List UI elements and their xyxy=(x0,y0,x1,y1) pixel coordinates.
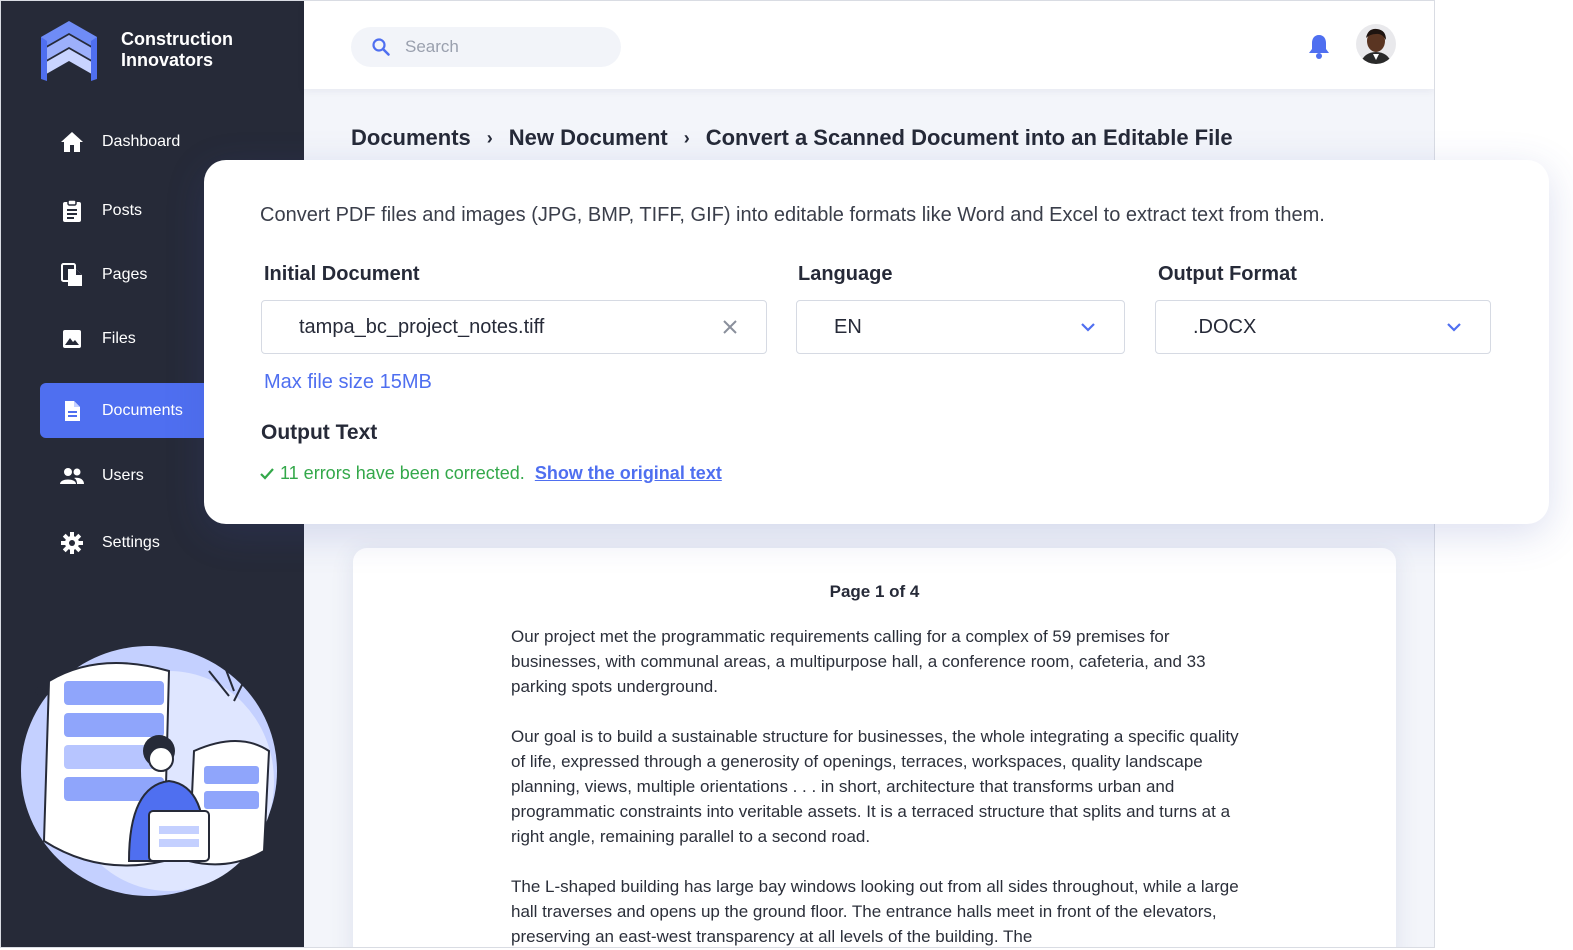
document-paragraph: Our goal is to build a sustainable structure for businesses, the whole integrating a specific quality of life, expressed through a generosity of openings, terraces, workspaces, quality landscape planning, views, multiple orientations . . . in short, architecture that transforms urban and programmatic constraints into veritable assets. It is a terraced structure that splits and turns at a right angle, remaining parallel to a second road. xyxy=(511,727,1239,846)
errors-corrected-text: 11 errors have been corrected. xyxy=(280,463,525,483)
chevron-right-icon: › xyxy=(486,127,493,148)
output-format-label: Output Format xyxy=(1158,263,1297,285)
page-indicator: Page 1 of 4 xyxy=(829,582,920,601)
search-icon xyxy=(372,38,390,56)
breadcrumb xyxy=(351,125,1233,151)
brand-name xyxy=(121,29,261,71)
document-body xyxy=(511,624,1251,948)
users-icon xyxy=(59,463,85,489)
sidebar-item-label: Users xyxy=(102,466,144,484)
chevron-down-icon xyxy=(1442,315,1466,339)
output-format-select[interactable] xyxy=(1155,300,1491,354)
initial-document-label: Initial Document xyxy=(264,263,420,285)
language-value: EN xyxy=(834,315,862,338)
breadcrumb-documents[interactable]: Documents xyxy=(351,125,471,150)
sidebar-item-label: Files xyxy=(102,329,136,347)
converter-intro: Convert PDF files and images (JPG, BMP, TIFF, GIF) into editable formats like Word and Excel to extract text from them. xyxy=(260,204,1325,226)
initial-document-field[interactable] xyxy=(261,300,767,354)
breadcrumb-new-document[interactable]: New Document xyxy=(508,125,668,150)
language-label: Language xyxy=(798,263,893,285)
converter-card xyxy=(204,160,1549,524)
document-preview[interactable] xyxy=(353,548,1396,948)
output-text-title: Output Text xyxy=(261,421,378,444)
top-bar xyxy=(304,1,1434,89)
chevron-down-icon xyxy=(1076,315,1100,339)
notification-bell-icon[interactable] xyxy=(1307,33,1331,59)
logo-icon xyxy=(39,19,99,81)
sidebar-item-label: Posts xyxy=(102,201,143,219)
search-input[interactable] xyxy=(403,36,607,58)
pages-icon xyxy=(59,262,85,288)
document-icon xyxy=(59,398,85,424)
user-avatar[interactable] xyxy=(1356,24,1396,64)
initial-document-value: tampa_bc_project_notes.tiff xyxy=(299,315,545,338)
brand[interactable] xyxy=(39,19,261,81)
show-original-text-link[interactable]: Show the original text xyxy=(534,463,722,483)
language-select[interactable] xyxy=(796,300,1125,354)
sidebar-item-label: Settings xyxy=(102,533,160,551)
home-icon xyxy=(59,129,85,155)
sidebar-item-label: Pages xyxy=(102,265,148,283)
correction-status xyxy=(260,463,722,484)
document-paragraph: Our project met the programmatic requirements calling for a complex of 59 premises for businesses, with communal areas, a multipurpose hall, a conference room, cafeteria, and 33 parking spots underground. xyxy=(511,627,1206,696)
brand-name-line1: Construction xyxy=(121,29,233,49)
clipboard-icon xyxy=(59,198,85,224)
max-file-size-hint: Max file size 15MB xyxy=(264,371,432,393)
output-format-value: .DOCX xyxy=(1193,315,1257,338)
sidebar-item-label: Documents xyxy=(102,401,183,419)
checkmark-icon xyxy=(260,468,274,480)
chevron-right-icon: › xyxy=(683,127,690,148)
sidebar-item-label: Dashboard xyxy=(102,132,181,150)
person-with-screens-illustration xyxy=(19,631,289,901)
brand-name-line2: Innovators xyxy=(121,50,214,70)
gear-icon xyxy=(59,530,85,556)
clear-icon[interactable] xyxy=(718,315,742,339)
image-icon xyxy=(59,326,85,352)
search-bar[interactable] xyxy=(351,27,621,67)
breadcrumb-current-page: Convert a Scanned Document into an Editable File xyxy=(705,125,1233,150)
document-paragraph: The L-shaped building has large bay windows looking out from all sides throughout, while a large hall traverses and opens up the ground floor. The entrance halls meet in front of the elevators, preserving an east-west transparency at all levels of the building. The xyxy=(511,877,1239,946)
